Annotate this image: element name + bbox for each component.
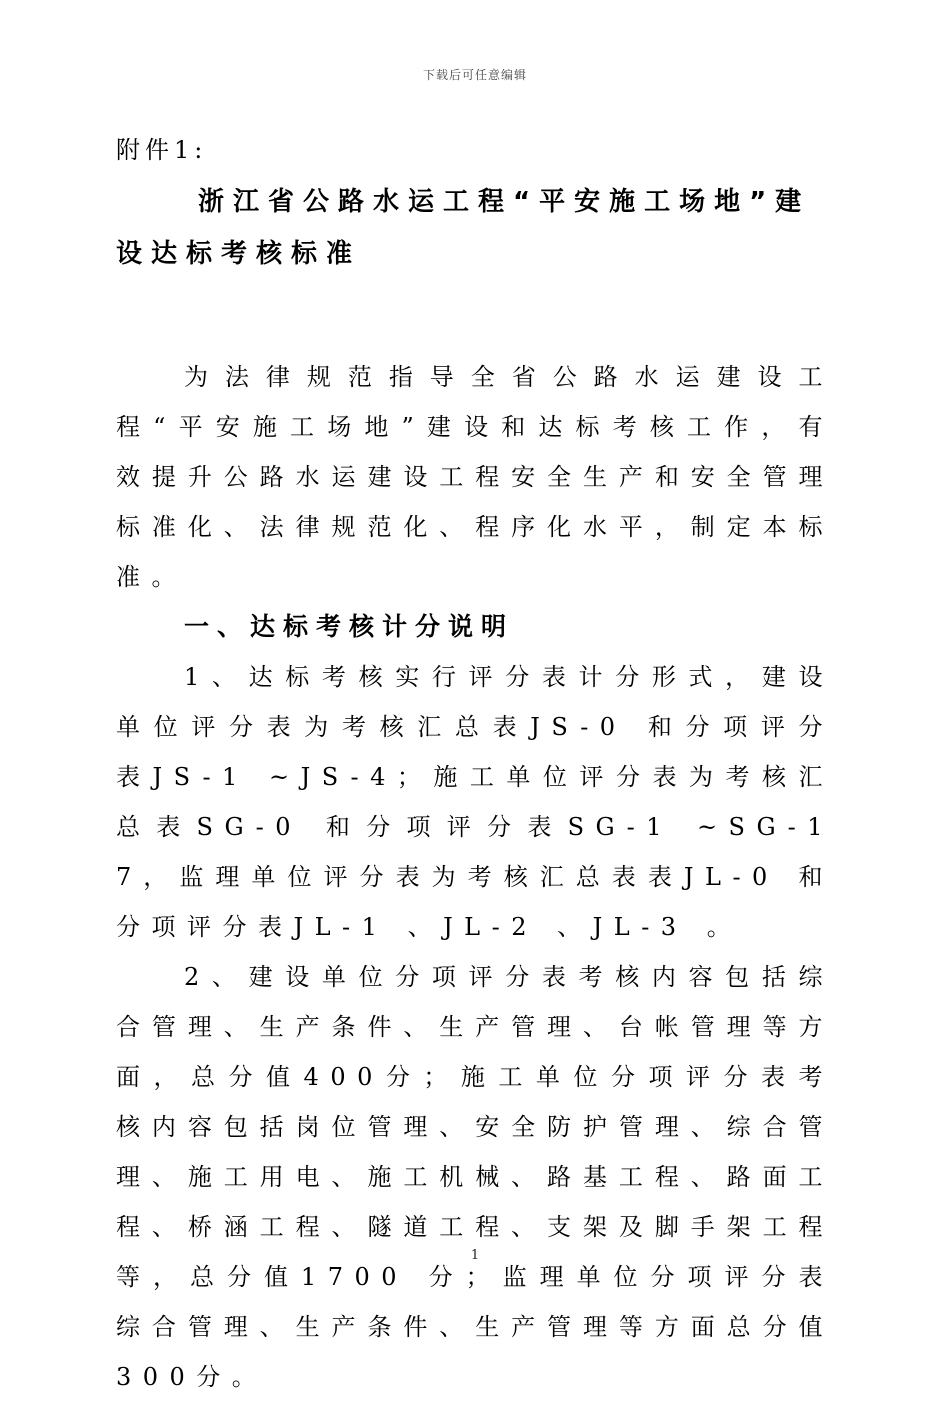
header-note: 下载后可任意编辑 <box>422 68 527 82</box>
intro-paragraph: 为法律规范指导全省公路水运建设工程“平安施工场地”建设和达标考核工作，有效提升公路水运建设工程安全生产和安全管理标准化、法律规范化、程序化水平，制定本标准。 <box>116 363 834 591</box>
page-number: 1 <box>470 1248 480 1263</box>
document-body <box>116 128 834 1402</box>
section-heading: 一、达标考核计分说明 <box>184 612 515 641</box>
paragraph-1: 1、达标考核实行评分表计分形式，建设单位评分表为考核汇总表JS-0 和分项评分表JS-1 ~JS-4；施工单位评分表为考核汇总表SG-0 和分项评分表SG-1 ~SG-17，监理单位评分表为考核汇总表表JL-0 和分项评分表JL-1 、JL-2 、JL-3 。 <box>116 663 834 941</box>
paragraph-2: 2、建设单位分项评分表考核内容包括综合管理、生产条件、生产管理、台帐管理等方面，总分值400分；施工单位分项评分表考核内容包括岗位管理、安全防护管理、综合管理、施工用电、施工机械、路基工程、路面工程、桥涵工程、隧道工程、支架及脚手架工程等，总分值1700 分；监理单位分项评分表综合管理、生产条件、生产管理等方面总分值300分。 <box>116 963 834 1391</box>
attachment-label: 附件1: <box>116 136 208 164</box>
document-title: 浙江省公路水运工程“平安施工场地”建设达标考核标准 <box>116 187 811 269</box>
